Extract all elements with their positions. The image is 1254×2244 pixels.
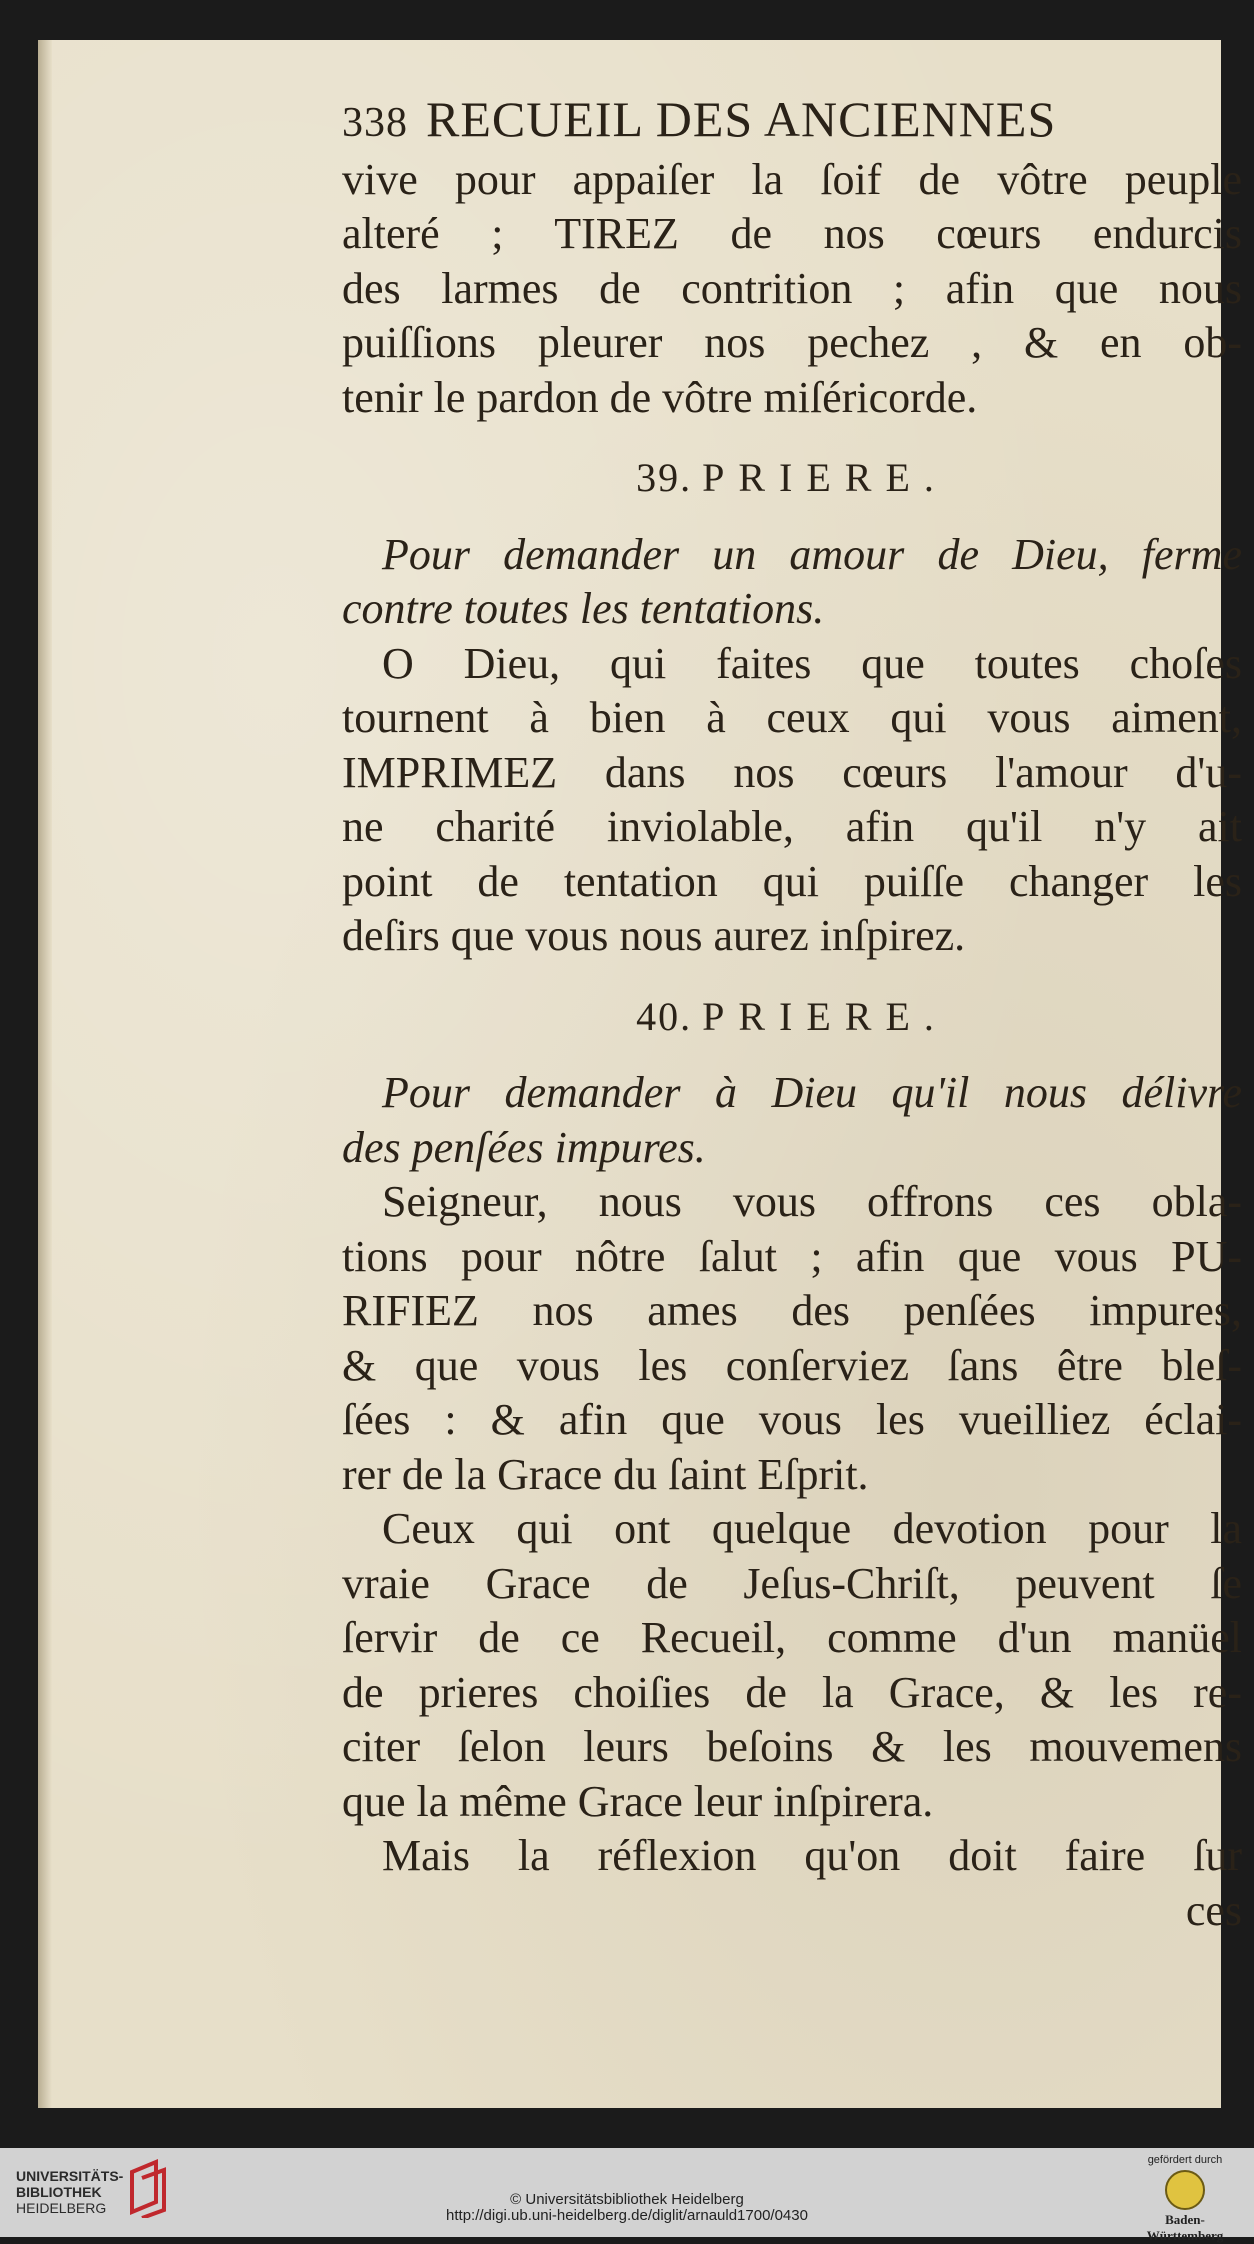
- text-line: vive pour appaiſer la ſoif de vôtre peuple: [342, 154, 1242, 204]
- state-seal-icon: [1165, 2170, 1205, 2210]
- text-line: citer ſelon leurs beſoins & les mouvemens: [342, 1722, 1242, 1771]
- section-heading: PRIERE.: [702, 455, 948, 500]
- text-line: Seigneur, nous vous offrons ces obla-: [382, 1177, 1242, 1226]
- text-line: tions pour nôtre ſalut ; afin que vous PU-: [342, 1231, 1242, 1281]
- text-line: ſervir de ce Recueil, comme d'un manüel: [342, 1613, 1242, 1662]
- running-title: RECUEIL DES ANCIENNES: [426, 91, 1057, 147]
- text-line: de prieres choiſies de la Grace, & les re-: [342, 1667, 1242, 1717]
- text-line: Mais la réflexion qu'on doit faire ſur: [382, 1831, 1242, 1880]
- viewer-footer: [0, 2148, 1254, 2243]
- text-line: des penſées impures.: [342, 1122, 706, 1172]
- text-line: IMPRIMEZ dans nos cœurs l'amour d'u-: [342, 747, 1242, 797]
- text-line: O Dieu, qui faites que toutes choſes: [382, 638, 1242, 688]
- text-line: contre toutes les tentations.: [342, 584, 825, 633]
- funder-name: Baden-Württemberg: [1146, 2212, 1224, 2243]
- text-line: tournent à bien à ceux qui vous aiment,: [342, 693, 1242, 742]
- text-line: des larmes de contrition ; afin que nous: [342, 263, 1242, 313]
- text-line: point de tentation qui puiſſe changer les: [342, 856, 1242, 906]
- text-block: [342, 92, 1242, 1938]
- text-line: deſirs que vous nous aurez inſpirez.: [342, 911, 966, 960]
- section-39-title: [342, 451, 1242, 506]
- section-number: 39.: [636, 455, 693, 500]
- text-line: rer de la Grace du ſaint Eſprit.: [342, 1449, 869, 1499]
- binding-gutter: [38, 40, 52, 2108]
- library-name-line: UNIVERSITÄTS-: [16, 2168, 124, 2184]
- text-line: alteré ; TIREZ de nos cœurs endurcis: [342, 209, 1242, 258]
- text-line: ſées : & afin que vous les vueilliez éclai-: [342, 1395, 1242, 1444]
- copyright-text: © Universitätsbibliothek Heidelberg: [510, 2191, 744, 2208]
- final-paragraph: [342, 1829, 1242, 1884]
- section-39-subtitle: [342, 528, 1242, 637]
- text-line: ne charité inviolable, afin qu'il n'y ait: [342, 802, 1242, 851]
- section-39-body: [342, 637, 1242, 964]
- text-line: que la même Grace leur inſpirera.: [342, 1776, 934, 1826]
- section-40-subtitle: [342, 1066, 1242, 1175]
- running-header: [342, 92, 1242, 151]
- text-line: puiſſions pleurer nos pechez , & en ob-: [342, 318, 1242, 367]
- text-line: & que vous les conſerviez ſans être bleſ-: [342, 1340, 1242, 1390]
- credit-block: [0, 2192, 1254, 2224]
- section-heading: PRIERE.: [702, 993, 948, 1039]
- text-line: Ceux qui ont quelque devotion pour la: [382, 1504, 1242, 1553]
- text-line: Pour demander à Dieu qu'il nous délivre: [382, 1068, 1242, 1117]
- page-scan: [38, 40, 1242, 2108]
- section-40-body: [342, 1175, 1242, 1502]
- text-line: Pour demander un amour de Dieu, ferme: [382, 529, 1242, 579]
- text-line: RIFIEZ nos ames des penſées impures,: [342, 1286, 1242, 1335]
- intro-paragraph: [342, 153, 1242, 426]
- permalink[interactable]: http://digi.ub.uni-heidelberg.de/diglit/arnauld1700/0430: [446, 2207, 808, 2224]
- closing-paragraph: [342, 1502, 1242, 1829]
- funded-by-label: gefördert durch: [1147, 2154, 1223, 2166]
- section-40-title: [342, 990, 1242, 1045]
- text-line: vraie Grace de Jeſus-Chriſt, peuvent ſe: [342, 1558, 1242, 1608]
- library-name-line: BIBLIOTHEK: [16, 2184, 102, 2200]
- page-number: 338: [342, 100, 408, 146]
- section-number: 40.: [636, 993, 693, 1039]
- text-line: tenir le pardon de vôtre miſéricorde.: [342, 372, 978, 422]
- funder-block: [1130, 2154, 1240, 2244]
- catchword: ces: [1185, 1885, 1242, 1935]
- library-name-line: HEIDELBERG: [16, 2200, 107, 2216]
